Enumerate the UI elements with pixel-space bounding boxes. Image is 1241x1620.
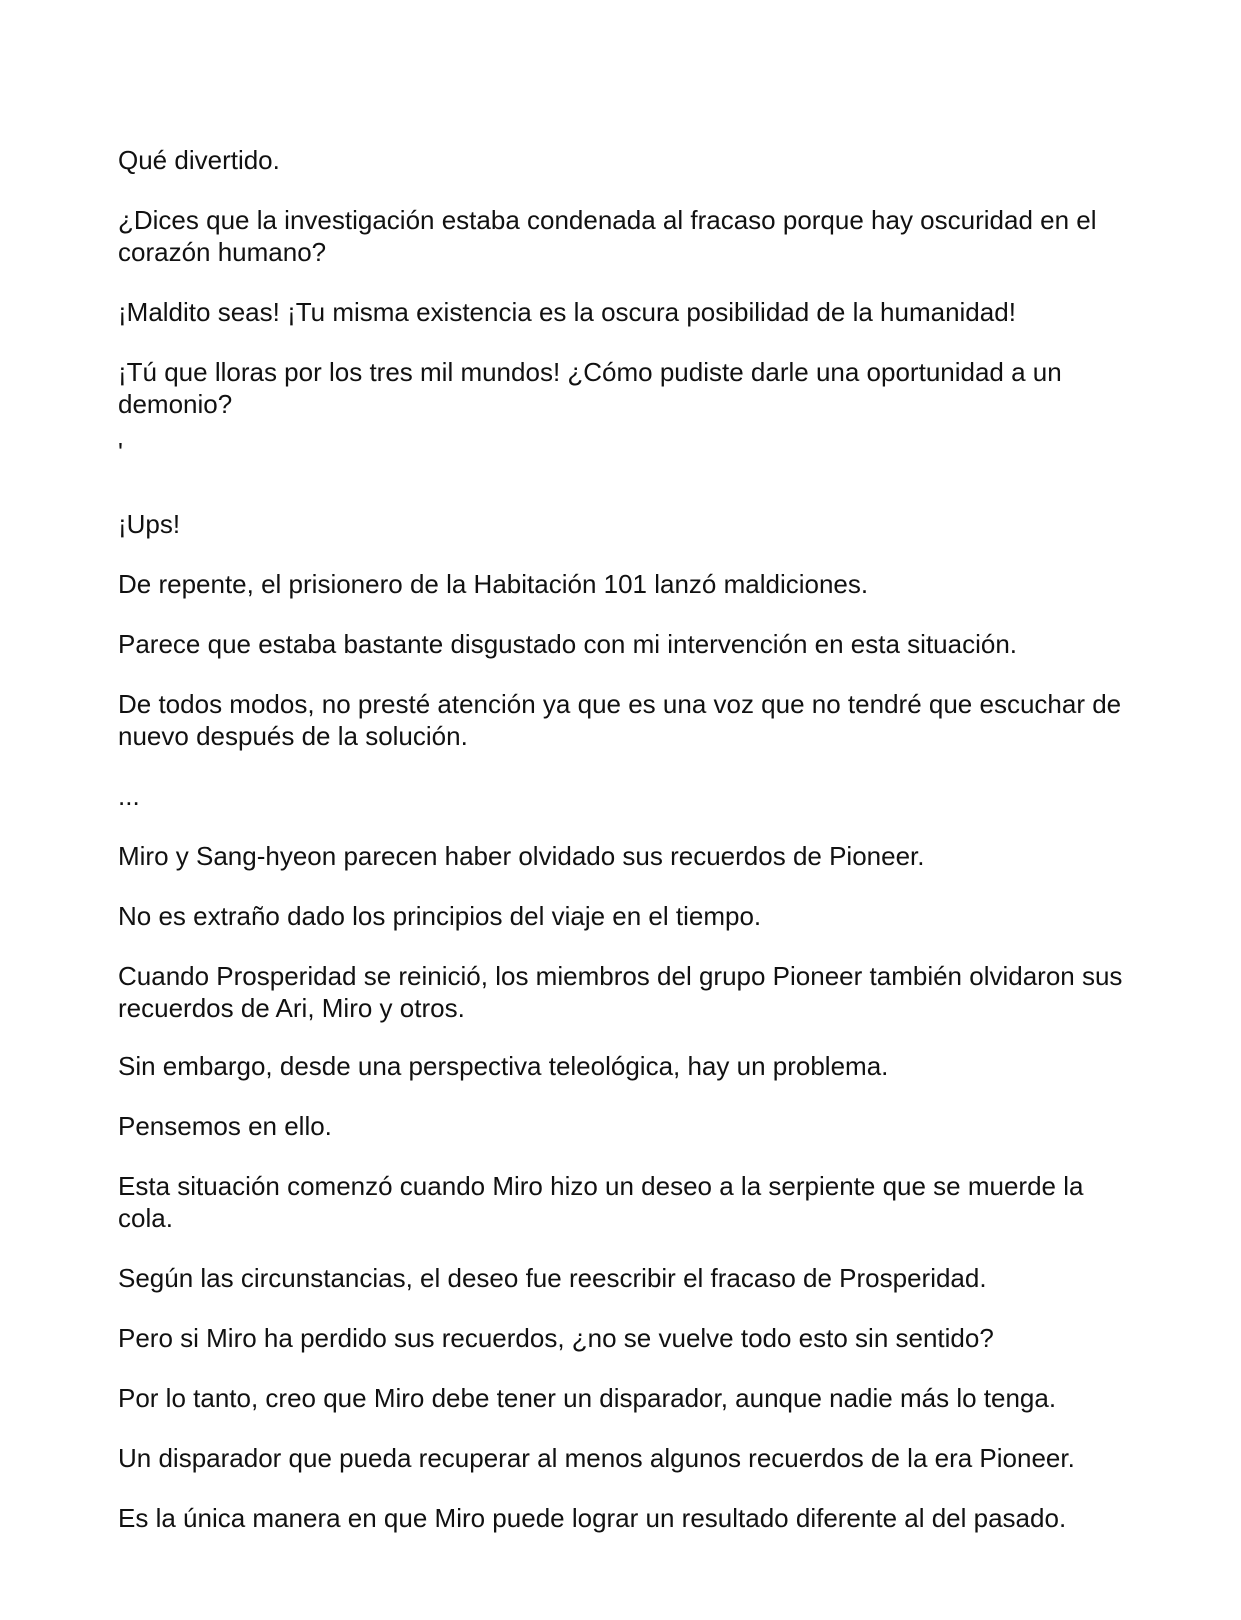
paragraph-17: Según las circunstancias, el deseo fue reescribir el fracaso de Prosperidad. xyxy=(118,1263,987,1293)
paragraph-20: Un disparador que pueda recuperar al menos algunos recuerdos de la era Pioneer. xyxy=(118,1443,1075,1473)
paragraph-9: De todos modos, no presté atención ya que es una voz que no tendré que escuchar de nuevo después de la solución. xyxy=(118,689,1122,751)
paragraph-15: Pensemos en ello. xyxy=(118,1111,332,1141)
paragraph-13: Cuando Prosperidad se reinició, los miembros del grupo Pioneer también olvidaron sus recuerdos de Ari, Miro y otros. xyxy=(118,961,1123,1023)
paragraph-4: ¡Tú que lloras por los tres mil mundos! ¿Cómo pudiste darle una oportunidad a un demonio? xyxy=(118,357,1062,419)
paragraph-6: ¡Ups! xyxy=(118,509,181,539)
paragraph-1: Qué divertido. xyxy=(118,145,280,175)
paragraph-18: Pero si Miro ha perdido sus recuerdos, ¿no se vuelve todo esto sin sentido? xyxy=(118,1323,994,1353)
paragraph-21: Es la única manera en que Miro puede lograr un resultado diferente al del pasado. xyxy=(118,1503,1067,1533)
paragraph-12: No es extraño dado los principios del viaje en el tiempo. xyxy=(118,901,762,931)
paragraph-5: ' xyxy=(118,437,123,467)
paragraph-7: De repente, el prisionero de la Habitación 101 lanzó maldiciones. xyxy=(118,569,869,599)
paragraph-14: Sin embargo, desde una perspectiva teleológica, hay un problema. xyxy=(118,1051,889,1081)
paragraph-16: Esta situación comenzó cuando Miro hizo un deseo a la serpiente que se muerde la cola. xyxy=(118,1171,1084,1233)
paragraph-19: Por lo tanto, creo que Miro debe tener un disparador, aunque nadie más lo tenga. xyxy=(118,1383,1057,1413)
paragraph-3: ¡Maldito seas! ¡Tu misma existencia es la oscura posibilidad de la humanidad! xyxy=(118,297,1016,327)
paragraph-11: Miro y Sang-hyeon parecen haber olvidado sus recuerdos de Pioneer. xyxy=(118,841,925,871)
paragraph-2: ¿Dices que la investigación estaba condenada al fracaso porque hay oscuridad en el corazón humano? xyxy=(118,205,1097,267)
paragraph-8: Parece que estaba bastante disgustado con mi intervención en esta situación. xyxy=(118,629,1018,659)
paragraph-10: ... xyxy=(118,781,140,811)
